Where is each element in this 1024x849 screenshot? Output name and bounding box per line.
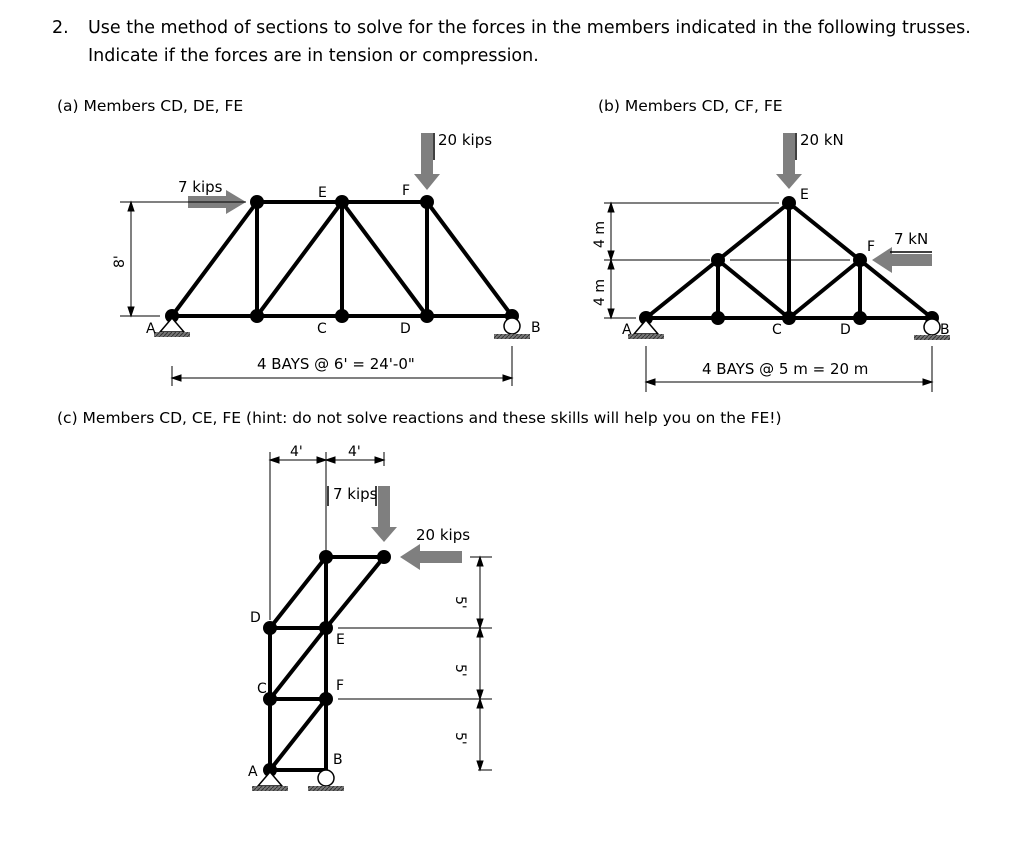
truss-c-label-B: B bbox=[333, 752, 343, 768]
problem-text-line-1: Use the method of sections to solve for the forces in the members indicated in the following trusses. bbox=[88, 18, 971, 38]
part-c-caption: (c) Members CD, CE, FE (hint: do not solve reactions and these skills will help you on the FE!) bbox=[57, 409, 782, 427]
truss-b-label-C: C bbox=[772, 322, 782, 338]
truss-c-load-20kips-arrow bbox=[400, 544, 462, 570]
truss-b-load-7kN-label: 7 kN bbox=[894, 230, 929, 248]
truss-b-pin-support bbox=[628, 320, 664, 339]
truss-a-roller-support bbox=[494, 318, 530, 339]
truss-c-width-dim-1: 4' bbox=[290, 444, 303, 460]
truss-c-label-A: A bbox=[248, 764, 258, 780]
part-b-caption: (b) Members CD, CF, FE bbox=[598, 97, 783, 115]
truss-c-width-dim-2: 4' bbox=[348, 444, 361, 460]
truss-a-load-7kips-label: 7 kips bbox=[178, 178, 223, 196]
truss-c-height-dim-1: 5' bbox=[452, 596, 468, 609]
truss-b-load-20kN-arrow bbox=[776, 133, 802, 189]
truss-c-load-7kips-label: 7 kips bbox=[333, 485, 378, 503]
truss-c-height-dim-3: 5' bbox=[452, 732, 468, 745]
truss-a-label-E: E bbox=[318, 185, 327, 201]
truss-c-label-F: F bbox=[336, 678, 345, 694]
truss-a-label-C: C bbox=[317, 321, 327, 337]
truss-a-height-label: 8' bbox=[112, 255, 128, 268]
truss-c-roller-support bbox=[308, 770, 344, 791]
truss-c-label-D: D bbox=[250, 610, 261, 626]
truss-a-label-D: D bbox=[400, 321, 411, 337]
truss-a-label-A: A bbox=[146, 321, 156, 337]
truss-a-load-20kips-arrow bbox=[414, 133, 440, 190]
truss-b-label-E: E bbox=[800, 187, 809, 203]
truss-c bbox=[248, 444, 492, 791]
truss-b bbox=[592, 131, 950, 392]
truss-b-load-7kN-arrow bbox=[872, 247, 932, 273]
truss-a-members bbox=[172, 202, 512, 316]
truss-b-span-label: 4 BAYS @ 5 m = 20 m bbox=[702, 360, 869, 378]
truss-c-label-E: E bbox=[336, 632, 345, 648]
truss-b-dim-upper-label: 4 m bbox=[592, 221, 608, 248]
problem-number: 2. bbox=[52, 18, 69, 38]
truss-b-dim-lower-label: 4 m bbox=[592, 279, 608, 306]
truss-b-label-F: F bbox=[867, 239, 876, 255]
truss-a-load-20kips-label: 20 kips bbox=[438, 131, 493, 149]
truss-c-label-C: C bbox=[257, 681, 267, 697]
truss-a-pin-support bbox=[154, 318, 190, 337]
problem-text-line-2: Indicate if the forces are in tension or compression. bbox=[88, 46, 539, 66]
part-a-caption: (a) Members CD, DE, FE bbox=[57, 97, 244, 115]
truss-c-load-20kips-label: 20 kips bbox=[416, 526, 471, 544]
truss-a-span-label: 4 BAYS @ 6' = 24'-0" bbox=[257, 355, 415, 373]
truss-a-label-B: B bbox=[531, 320, 541, 336]
truss-b-label-A: A bbox=[622, 322, 632, 338]
truss-a-label-F: F bbox=[402, 183, 411, 199]
truss-a bbox=[112, 131, 541, 386]
truss-b-load-20kN-label: 20 kN bbox=[800, 131, 844, 149]
truss-b-label-D: D bbox=[840, 322, 851, 338]
truss-c-members bbox=[270, 557, 384, 775]
truss-b-label-B: B bbox=[940, 322, 950, 338]
truss-c-height-dim-2: 5' bbox=[452, 664, 468, 677]
